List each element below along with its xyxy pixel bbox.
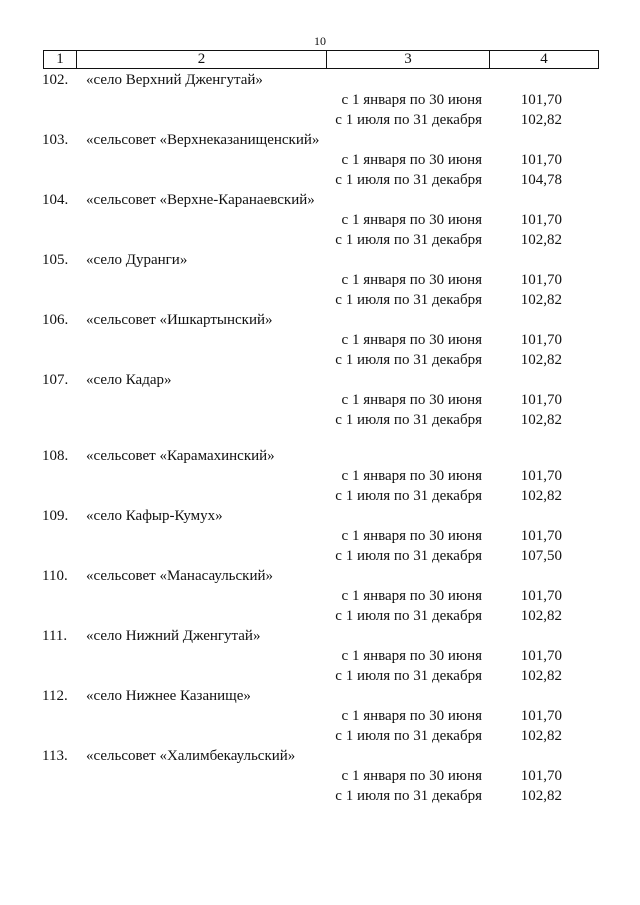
list-item <box>0 370 640 390</box>
rate-value: 101,70 <box>520 392 562 408</box>
period-row <box>0 646 640 666</box>
entry-number: 105. <box>42 252 69 268</box>
list-item <box>0 310 640 330</box>
section-gap <box>0 430 640 446</box>
rate-value: 102,82 <box>520 788 562 804</box>
period-label: с 1 января по 30 июня <box>341 152 482 168</box>
list-item <box>0 250 640 270</box>
list-item <box>0 506 640 526</box>
rate-value: 101,70 <box>520 92 562 108</box>
period-row <box>0 766 640 786</box>
entry-number: 110. <box>42 568 68 584</box>
period-label: с 1 июля по 31 декабря <box>335 352 482 368</box>
period-label: с 1 января по 30 июня <box>341 332 482 348</box>
list-item <box>0 70 640 90</box>
period-row <box>0 666 640 686</box>
period-label: с 1 января по 30 июня <box>341 648 482 664</box>
period-label: с 1 июля по 31 декабря <box>335 548 482 564</box>
rate-value: 107,50 <box>520 548 562 564</box>
period-label: с 1 января по 30 июня <box>341 768 482 784</box>
period-label: с 1 июля по 31 декабря <box>335 788 482 804</box>
column-header-table <box>43 50 599 69</box>
rate-value: 101,70 <box>520 588 562 604</box>
rate-value: 101,70 <box>520 212 562 228</box>
list-item <box>0 190 640 210</box>
period-row <box>0 786 640 806</box>
period-row <box>0 290 640 310</box>
entry-name: «сельсовет «Халимбекаульский» <box>86 748 296 764</box>
period-row <box>0 486 640 506</box>
period-row <box>0 410 640 430</box>
column-header-1: 1 <box>44 51 77 69</box>
period-label: с 1 июля по 31 декабря <box>335 112 482 128</box>
rate-value: 101,70 <box>520 272 562 288</box>
entry-name: «село Дуранги» <box>86 252 188 268</box>
rate-value: 101,70 <box>520 152 562 168</box>
rate-value: 102,82 <box>520 232 562 248</box>
period-label: с 1 января по 30 июня <box>341 212 482 228</box>
entry-name: «сельсовет «Верхнеказанищенский» <box>86 132 320 148</box>
entry-name: «село Верхний Дженгутай» <box>86 72 263 88</box>
rate-value: 102,82 <box>520 728 562 744</box>
rate-value: 102,82 <box>520 352 562 368</box>
column-header-row <box>44 51 599 69</box>
rate-value: 102,82 <box>520 608 562 624</box>
period-row <box>0 270 640 290</box>
entry-number: 103. <box>42 132 69 148</box>
period-label: с 1 января по 30 июня <box>341 708 482 724</box>
period-label: с 1 июля по 31 декабря <box>335 292 482 308</box>
period-row <box>0 390 640 410</box>
rate-value: 101,70 <box>520 648 562 664</box>
period-label: с 1 июля по 31 декабря <box>335 488 482 504</box>
period-label: с 1 января по 30 июня <box>341 92 482 108</box>
rate-value: 102,82 <box>520 488 562 504</box>
period-label: с 1 июля по 31 декабря <box>335 668 482 684</box>
period-row <box>0 90 640 110</box>
period-label: с 1 июля по 31 декабря <box>335 728 482 744</box>
period-row <box>0 150 640 170</box>
rate-value: 101,70 <box>520 708 562 724</box>
period-label: с 1 июля по 31 декабря <box>335 232 482 248</box>
period-row <box>0 546 640 566</box>
rate-value: 102,82 <box>520 412 562 428</box>
period-label: с 1 января по 30 июня <box>341 468 482 484</box>
period-label: с 1 января по 30 июня <box>341 528 482 544</box>
period-label: с 1 января по 30 июня <box>341 588 482 604</box>
entry-number: 113. <box>42 748 68 764</box>
column-header-3: 3 <box>327 51 490 69</box>
entry-name: «сельсовет «Манасаульский» <box>86 568 274 584</box>
page-number: 10 <box>314 34 326 48</box>
entry-number: 102. <box>42 72 69 88</box>
period-row <box>0 466 640 486</box>
period-label: с 1 июля по 31 декабря <box>335 412 482 428</box>
rate-value: 102,82 <box>520 292 562 308</box>
period-row <box>0 330 640 350</box>
entry-name: «село Нижнее Казанище» <box>86 688 251 704</box>
column-header-2: 2 <box>77 51 327 69</box>
rate-value: 102,82 <box>520 668 562 684</box>
entry-number: 111. <box>42 628 68 644</box>
period-row <box>0 526 640 546</box>
period-row <box>0 606 640 626</box>
period-label: с 1 июля по 31 декабря <box>335 608 482 624</box>
period-row <box>0 230 640 250</box>
period-label: с 1 июля по 31 декабря <box>335 172 482 188</box>
entries-list <box>0 70 640 806</box>
entry-name: «сельсовет «Карамахинский» <box>86 448 275 464</box>
period-row <box>0 210 640 230</box>
entry-number: 112. <box>42 688 68 704</box>
entry-name: «село Кадар» <box>86 372 172 388</box>
rate-value: 102,82 <box>520 112 562 128</box>
list-item <box>0 566 640 586</box>
entry-name: «село Кафыр-Кумух» <box>86 508 223 524</box>
period-label: с 1 января по 30 июня <box>341 392 482 408</box>
period-row <box>0 110 640 130</box>
period-row <box>0 726 640 746</box>
column-header-4: 4 <box>490 51 599 69</box>
list-item <box>0 626 640 646</box>
list-item <box>0 446 640 466</box>
list-item <box>0 130 640 150</box>
entry-number: 109. <box>42 508 69 524</box>
list-item <box>0 746 640 766</box>
period-label: с 1 января по 30 июня <box>341 272 482 288</box>
rate-value: 101,70 <box>520 468 562 484</box>
rate-value: 104,78 <box>520 172 562 188</box>
entry-number: 108. <box>42 448 69 464</box>
entry-name: «сельсовет «Верхне-Каранаевский» <box>86 192 315 208</box>
rate-value: 101,70 <box>520 528 562 544</box>
period-row <box>0 170 640 190</box>
period-row <box>0 586 640 606</box>
entry-number: 104. <box>42 192 69 208</box>
period-row <box>0 350 640 370</box>
list-item <box>0 686 640 706</box>
period-row <box>0 706 640 726</box>
entry-number: 106. <box>42 312 69 328</box>
rate-value: 101,70 <box>520 768 562 784</box>
entry-name: «сельсовет «Ишкартынский» <box>86 312 273 328</box>
entry-name: «село Нижний Дженгутай» <box>86 628 261 644</box>
entry-number: 107. <box>42 372 69 388</box>
rate-value: 101,70 <box>520 332 562 348</box>
